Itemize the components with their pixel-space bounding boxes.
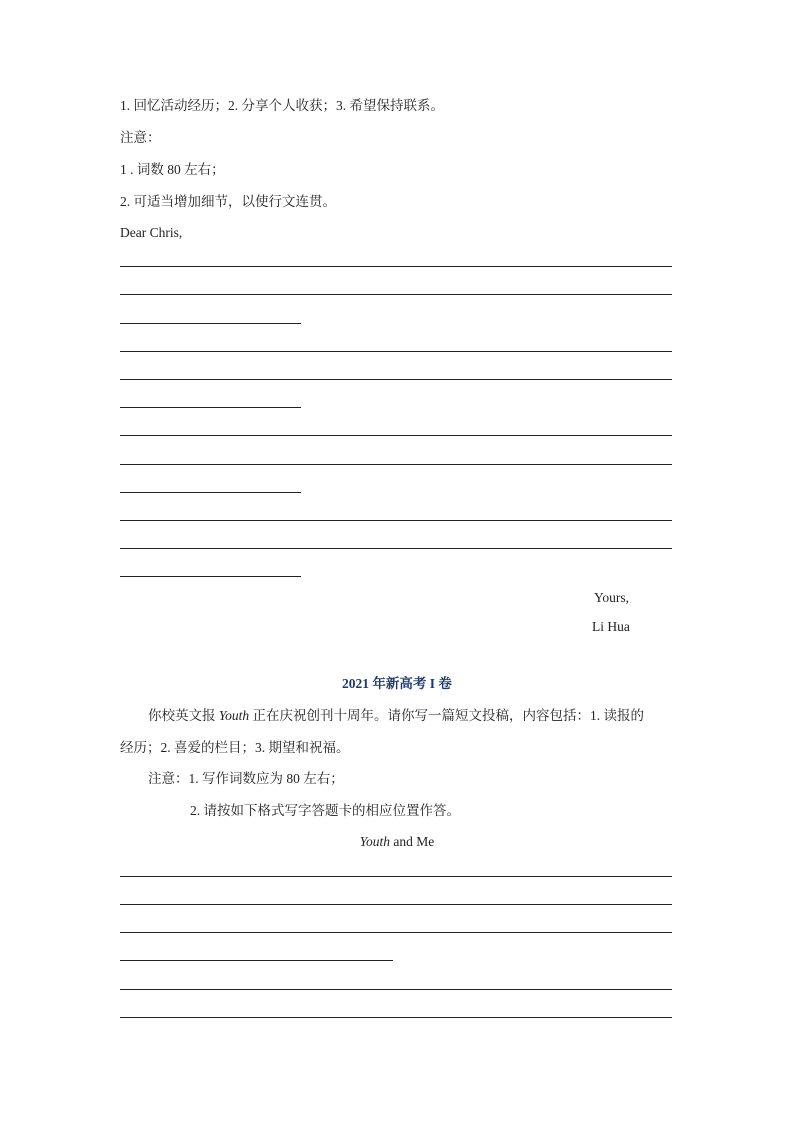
- writing-line: [120, 904, 672, 905]
- note-details: 2. 可适当增加细节，以使行文连贯。: [120, 194, 336, 209]
- prompt-newspaper-name: Youth: [218, 708, 250, 723]
- section-title: 2021 年新高考 I 卷: [342, 676, 452, 691]
- writing-line: [120, 351, 672, 352]
- writing-line: [120, 266, 672, 267]
- writing-line: [120, 989, 672, 990]
- writing-line: [120, 379, 672, 380]
- prompt-line-1: [148, 708, 644, 724]
- essay-heading: [0, 834, 794, 850]
- writing-line: [120, 548, 672, 549]
- writing-line: [120, 323, 301, 324]
- writing-line: [120, 464, 672, 465]
- prompt-text-b: 正在庆祝创刊十周年。请你写一篇短文投稿，内容包括：1. 读报的: [249, 708, 645, 723]
- note-word-count: 1 . 词数 80 左右；: [120, 162, 225, 177]
- letter-closing: Yours,: [594, 590, 630, 605]
- writing-line: [120, 294, 672, 295]
- writing-line: [120, 492, 301, 493]
- writing-line: [120, 1017, 672, 1018]
- writing-line: [120, 576, 301, 577]
- writing-line: [120, 407, 301, 408]
- letter-signature: Li Hua: [592, 619, 630, 634]
- writing-line: [120, 435, 672, 436]
- writing-line: [120, 876, 672, 877]
- writing-line: [120, 932, 672, 933]
- notice-label: 注意：: [120, 130, 161, 145]
- writing-line: [120, 960, 393, 961]
- prompt-line-2: 经历；2. 喜爱的栏目；3. 期望和祝福。: [120, 740, 350, 755]
- essay-heading-rest: and Me: [390, 834, 435, 849]
- writing-line: [120, 520, 672, 521]
- letter-salutation: Dear Chris,: [120, 225, 183, 240]
- instruction-points: 1. 回忆活动经历；2. 分享个人收获；3. 希望保持联系。: [120, 98, 444, 113]
- prompt-text-a: 你校英文报: [148, 708, 219, 723]
- essay-heading-italic: Youth: [359, 834, 391, 849]
- notice-format: 2. 请按如下格式写字答题卡的相应位置作答。: [190, 803, 460, 818]
- notice-word-count: 注意：1. 写作词数应为 80 左右；: [148, 771, 344, 786]
